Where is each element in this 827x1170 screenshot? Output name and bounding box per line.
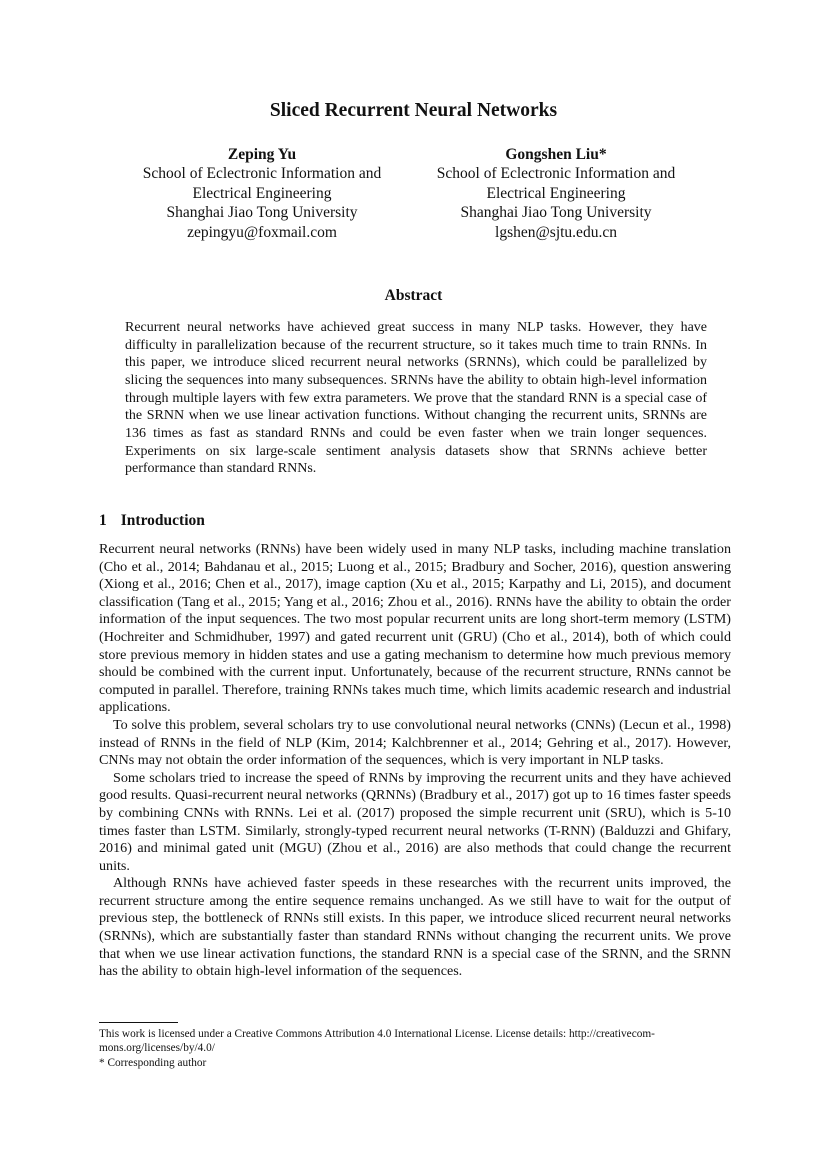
author-block-2: [422, 145, 690, 242]
paragraph: To solve this problem, several scholars try to use convolutional neural networks (CNNs) (Lecun et al., 1998) instead of RNNs in the field of NLP (Kim, 2014; Kalchbrenner et al., 2014; Gehring et al., 2017). However, CNNs may not obtain the order information of the sequences, which is very important in NLP tasks.: [99, 716, 731, 769]
section-number: 1: [99, 512, 107, 529]
corresponding-author-footnote: * Corresponding author: [99, 1056, 207, 1069]
section-heading: [99, 511, 205, 530]
author-affiliation: School of Eclectronic Information and: [142, 165, 382, 183]
introduction-body: [99, 541, 731, 981]
section-title: Introduction: [120, 512, 205, 529]
author-institution: Shanghai Jiao Tong University: [166, 204, 358, 222]
paragraph: Recurrent neural networks (RNNs) have been widely used in many NLP tasks, including machine translation (Cho et al., 2014; Bahdanau et al., 2015; Luong et al., 2015; Bradbury and Socher, 2016), question answering (Xiong et al., 2016; Chen et al., 2017), image caption (Xu et al., 2015; Karpathy and Li, 2015), and document classification (Tang et al., 2015; Yang et al., 2016; Zhou et al., 2016). RNNs have the ability to obtain the order information of the input sequences. The two most popular recurrent units are long short-term memory (LSTM) (Hochreiter and Schmidhuber, 1997) and gated recurrent unit (GRU) (Cho et al., 2014), both of which could store previous memory in hidden states and use a gating mechanism to determine how much previous memory should be combined with the current input. Unfortunately, because of the recurrent structure, RNNs cannot be computed in parallel. Therefore, training RNNs takes much time, which limits academic research and industrial applications.: [99, 541, 731, 716]
author-email: lgshen@sjtu.edu.cn: [495, 223, 617, 241]
author-block-1: [128, 145, 396, 242]
abstract-text: Recurrent neural networks have achieved great success in many NLP tasks. However, they have difficulty in parallelization because of the recurrent structure, so it takes much time to train RNNs. In this paper, we introduce sliced recurrent neural networks (SRNNs), which could be parallelized by slicing the sequences into many subsequences. SRNNs have the ability to obtain high-level information through multiple layers with few extra parameters. We prove that the standard RNN is a special case of the SRNN when we use linear activation functions. Without changing the recurrent units, SRNNs are 136 times as fast as standard RNNs and could be even faster when we train longer sequences. Experiments on six large-scale sentiment analysis datasets show that SRNNs achieve better performance than standard RNNs.: [125, 320, 707, 477]
author-affiliation: Electrical Engineering: [192, 184, 332, 202]
paragraph: Some scholars tried to increase the speed of RNNs by improving the recurrent units and they have achieved good results. Quasi-recurrent neural networks (QRNNs) (Bradbury et al., 2017) got up to 16 times faster speeds by combining CNNs with RNNs. Lei et al. (2017) proposed the simple recurrent unit (SRU), which is 5-10 times faster than LSTM. Similarly, strongly-typed recurrent neural networks (T-RNN) (Balduzzi and Ghifary, 2016) and minimal gated unit (MGU) (Zhou et al., 2016) are also methods that could change the recurrent units.: [99, 769, 731, 874]
author-institution: Shanghai Jiao Tong University: [460, 204, 652, 222]
author-name: Zeping Yu: [227, 146, 297, 163]
footnote-divider: [99, 1022, 178, 1023]
author-email: zepingyu@foxmail.com: [187, 223, 337, 241]
author-affiliation: Electrical Engineering: [486, 184, 626, 202]
author-affiliation: School of Eclectronic Information and: [436, 165, 676, 183]
abstract-heading: Abstract: [384, 287, 443, 304]
paragraph: Although RNNs have achieved faster speeds in these researches with the recurrent units improved, the recurrent structure among the entire sequence remains unchanged. As we still have to wait for the output of previous step, the bottleneck of RNNs still exists. In this paper, we introduce sliced recurrent neural networks (SRNNs), which are substantially faster than standard RNNs without changing the recurrent units. We prove that when we use linear activation functions, the standard RNN is a special case of the SRNN, and the SRNN has the ability to obtain high-level information of the sequences.: [99, 875, 731, 980]
license-footnote: This work is licensed under a Creative Commons Attribution 4.0 International License. License details: http://creativecom-mons.org/licenses/by/4.0/: [99, 1028, 655, 1055]
author-name: Gongshen Liu*: [505, 146, 607, 163]
footnotes: [99, 1027, 731, 1070]
paper-title: Sliced Recurrent Neural Networks: [269, 100, 558, 121]
